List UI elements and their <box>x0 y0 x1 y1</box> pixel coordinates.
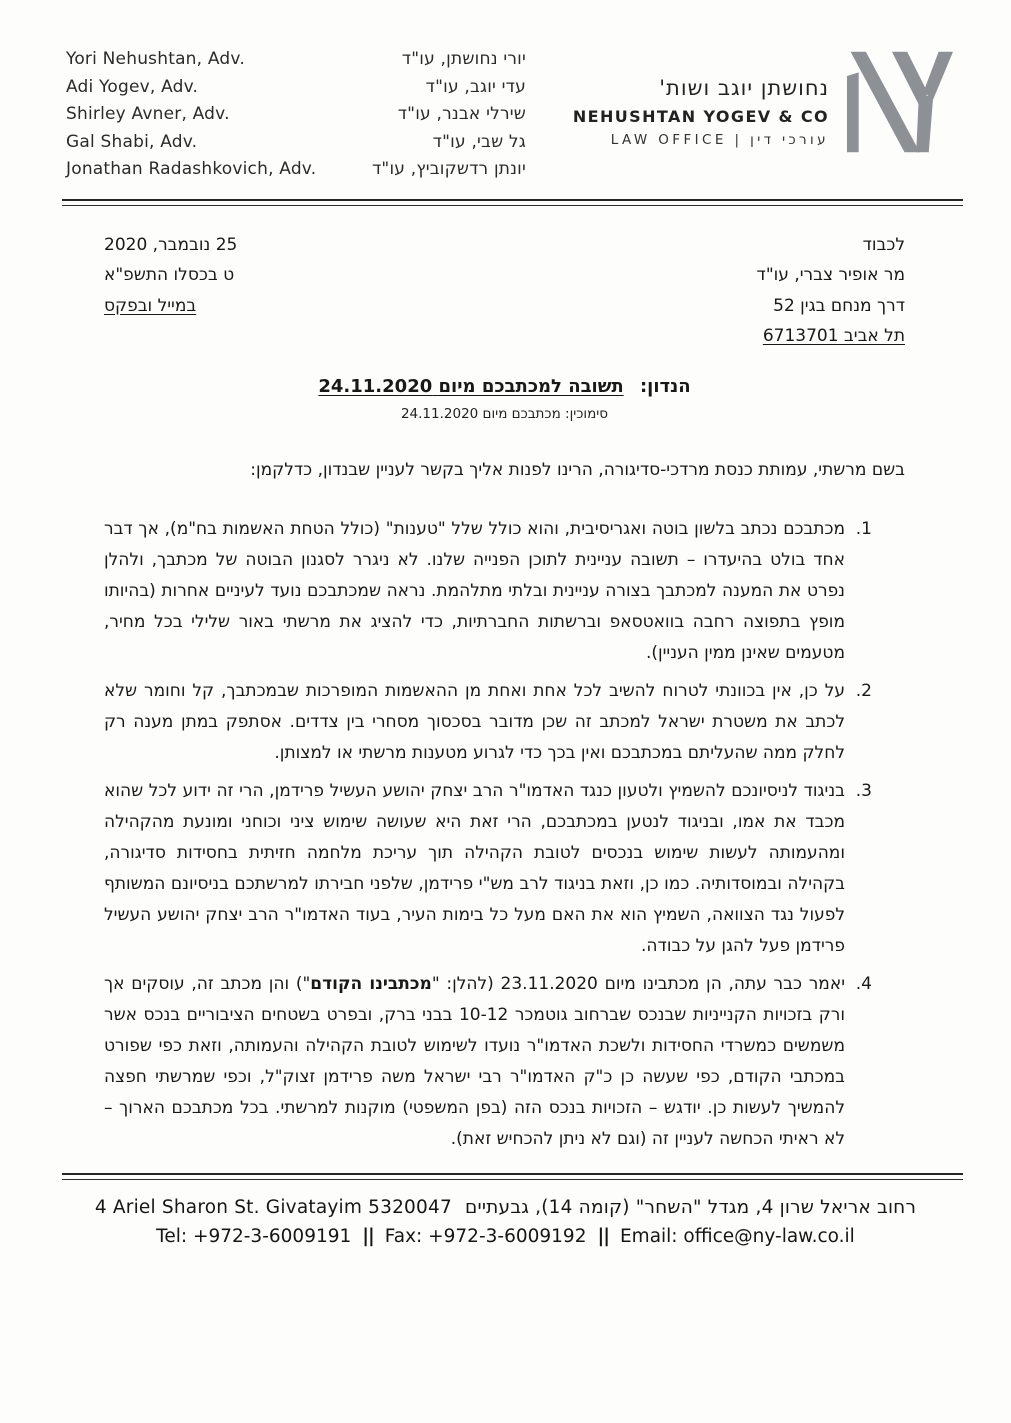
item-number: 1. <box>855 518 872 539</box>
paragraph-list <box>104 514 905 1155</box>
attorney-name: עדי יוגב, עו"ד <box>425 76 526 97</box>
recipient-street: דרך מנחם בגין 52 <box>773 295 905 316</box>
attorney-name: גל שבי, עו"ד <box>432 131 526 152</box>
firm-name-hebrew: נחושתן יוגב ושות' <box>659 76 829 100</box>
attorney-list-hebrew <box>338 46 526 184</box>
attorney-name: Gal Shabi, Adv. <box>66 131 198 152</box>
footer-fax: Fax: +972-3-6009192 <box>384 1225 587 1247</box>
item-text-pre: יאמר כבר עתה, הן מכתבינו מיום 23.11.2020 (להלן: " <box>431 973 845 994</box>
footer-address-hebrew: רחוב אריאל שרון 4, מגדל "השחר" (קומה 14), גבעתיים <box>465 1196 917 1218</box>
letterhead <box>66 46 953 184</box>
attorney-name: שירלי אבנר, עו"ד <box>397 104 526 124</box>
item-text: על כן, אין בכוונתי לטרוח להשיב לכל אחת ואחת מן ההאשמות המופרכות שבמכתבך, קל וחומר שלא לכתב את משטרת ישראל למכתב זה שכן מדובר בסכסוך מסחרי בין צדדים. אסתפק במתן מענה רק לחלק ממה שהעליתם במכתבכם ואין בכך כדי לגרוע מטענות מרשתי או למצותן. <box>104 680 845 763</box>
recipient-salutation: לכבוד <box>862 234 905 255</box>
list-item <box>104 514 905 669</box>
meta-row <box>104 230 905 352</box>
footer-tel: Tel: +972-3-6009191 <box>156 1225 352 1247</box>
footer-separator: || <box>597 1225 609 1247</box>
attorney-name: יונתן רדשקוביץ, עו"ד <box>371 159 526 179</box>
date-block <box>104 230 388 352</box>
recipient-block <box>757 230 905 352</box>
item-number: 2. <box>855 680 872 701</box>
item-number: 3. <box>855 780 872 801</box>
item-text: מכתבכם נכתב בלשון בוטה ואגריסיבית, והוא כולל שלל "טענות" (כולל הטחת האשמות בח"מ), אך דבר אחד בולט בהיעדרו – תשובה עניינית לתוכן הפנייה שלנו. לא ניגרר לסגנון הבוטה של מכתבך, ולהלן נפרט את המענה למכתבך בצורה עניינית ובלתי מתלהמת. נראה שמכתבכם נועד לעיניים אחרות (בהיותו מופץ בתפוצה רחבה בוואטסאפ וברשתות החברתיות, כדי להציג את מרשתי באור שלילי בכל מחיר, מטעמים שאינן ממין העניין). <box>104 518 845 663</box>
item-text: בניגוד לניסיונכם להשמיץ ולטעון כנגד האדמו"ר הרב יצחק יהושע העשיל פרידמן, הרי זה ידוע לכל שהוא מכבד את אמו, ובניגוד לנטען במכתבכם, הרי זאת היא שעושה שימוש ציני וכוחני ומונעת מהקהילה ומהעמותה לעשות שימוש בנכסים לטובת הקהילה תוך עריכת מלחמה חזיתית בחסידות סדיגורה, בקהילה ובמוסדותיה. כמו כן, וזאת בניגוד לרב מש"י פרידמן, שלפני חבירתו למרשתכם בניסיונם המשותף לפעול נגד הצוואה, השמיץ הוא את האם מעל כל בימות העיר, בעוד האדמו"ר הרב יצחק יהושע העשיל פרידמן פעל להגן על כבודה. <box>104 780 845 956</box>
list-item <box>104 969 905 1155</box>
firm-logo-block <box>573 46 953 158</box>
attorney-name: Yori Nehushtan, Adv. <box>66 49 245 69</box>
footer-address-english: 4 Ariel Sharon St. Givatayim 5320047 <box>94 1196 452 1218</box>
ny-monogram-icon <box>847 46 953 158</box>
recipient-city: תל אביב 6713701 <box>762 326 905 346</box>
item-number: 4. <box>855 973 872 994</box>
reference-line: סימוכין: מכתבכם מיום 24.11.2020 <box>400 405 609 422</box>
delivery-method: במייל ובפקס <box>104 295 197 316</box>
footer-contact-line <box>0 1226 1011 1247</box>
footer-address-line <box>0 1197 1011 1218</box>
letter-body <box>104 230 905 1155</box>
date-hebrew: ט בכסלו התשפ"א <box>104 265 235 285</box>
footer-separator-rule <box>62 1173 963 1180</box>
item-text-post: ") והן מכתב זה, עוסקים אך ורק בזכויות הקנייניות שבנכס שברחוב גוטמכר 10-12 בבני ברק, ובפרט בשטחים הציבוריים בנכס אשר משמשים כמשרדי החסידות ולשכת האדמו"ר נועדו לשימוש לטובת הקהילה והעמותה, וזאת כפי שפורט במכתבי הקודם, כפי שעשה כן כ"ק האדמו"ר רבי ישראל משה פרידמן זצוק"ל, וכפי שמרשתי חפצה להמשיך לעשות כן. יודגש – הזכויות בנכס הזה (בפן המשפטי) מוקנות למרשתי. בכל מכתבכם הארוך – לא ראיתי הכחשה לעניין זה (וגם לא ניתן להכחיש זאת). <box>104 973 846 1149</box>
list-item <box>104 776 905 962</box>
footer-email: Email: office@ny-law.co.il <box>619 1225 855 1247</box>
item-text <box>104 969 845 1155</box>
attorney-name: Jonathan Radashkovich, Adv. <box>66 159 317 179</box>
footer <box>0 1197 1011 1247</box>
attorney-list-english <box>66 46 338 184</box>
list-item <box>104 676 905 769</box>
firm-name-block <box>573 76 829 148</box>
attorney-name: Adi Yogev, Adv. <box>66 76 199 97</box>
subject-label: הנדון: <box>639 375 691 397</box>
firm-tagline: LAW OFFICE | עורכי דין <box>610 132 829 148</box>
attorney-name: Shirley Avner, Adv. <box>66 104 230 124</box>
subject-line <box>104 376 905 397</box>
date-gregorian: 25 נובמבר, 2020 <box>104 234 238 255</box>
subject-text: תשובה למכתבכם מיום 24.11.2020 <box>318 375 624 397</box>
item-text-bold: מכתבינו הקודם <box>310 973 432 994</box>
attorney-name: יורי נחושתן, עו"ד <box>401 49 526 69</box>
footer-separator: || <box>362 1225 374 1247</box>
recipient-name: מר אופיר צברי, עו"ד <box>756 265 905 285</box>
firm-name-english: NEHUSHTAN YOGEV & CO <box>572 107 829 126</box>
header-separator-rule <box>62 199 963 206</box>
opening-paragraph: בשם מרשתי, עמותת כנסת מרדכי-סדיגורה, הרינו לפנות אליך בקשר לעניין שבנדון, כדלקמן: <box>250 459 905 480</box>
